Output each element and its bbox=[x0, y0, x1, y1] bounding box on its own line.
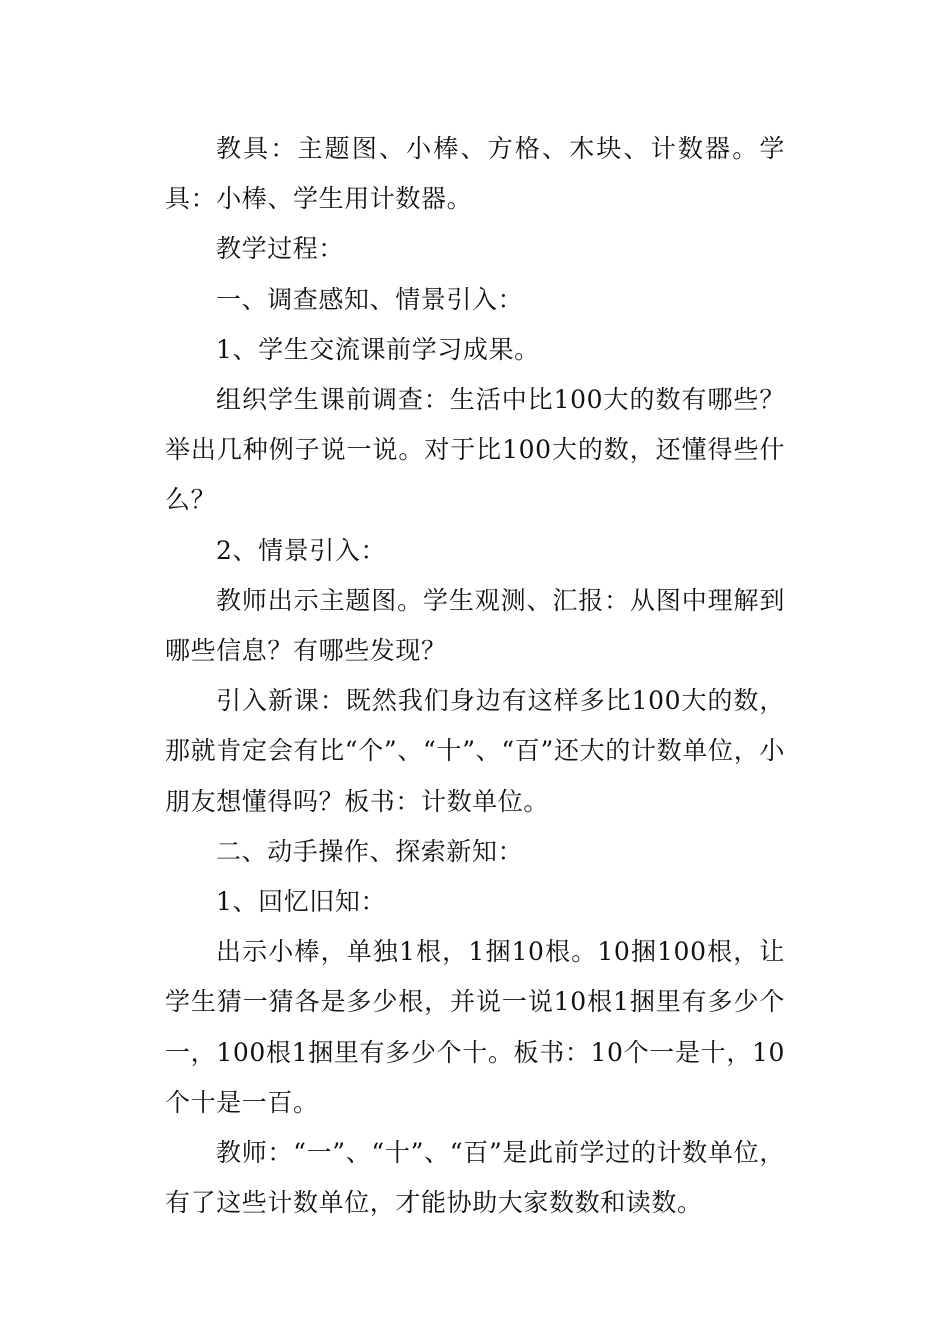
paragraph-survey: 组织学生课前调查：生活中比100大的数有哪些？举出几种例子说一说。对于比100大的数，还懂得些什么？ bbox=[165, 385, 785, 515]
document-body bbox=[165, 124, 785, 1228]
paragraph-section-one-heading: 一、调查感知、情景引入： bbox=[216, 284, 524, 314]
paragraph-new-lesson: 引入新课：既然我们身边有这样多比100大的数，那就肯定会有比“个”、“十”、“百”还大的计数单位，小朋友想懂得吗？板书：计数单位。 bbox=[165, 686, 785, 816]
paragraph-step-1-1: 1、学生交流课前学习成果。 bbox=[216, 334, 540, 364]
paragraph-sticks: 出示小棒，单独1根，1捆10根。10捆100根，让学生猜一猜各是多少根，并说一说10根1捆里有多少个一，100根1捆里有多少个十。板书：10个一是十，10个十是一百。 bbox=[165, 937, 785, 1117]
paragraph-section-two-heading: 二、动手操作、探索新知： bbox=[216, 836, 524, 866]
paragraph-step-1-2: 2、情景引入： bbox=[216, 535, 387, 565]
paragraph-theme-image: 教师出示主题图。学生观测、汇报：从图中理解到哪些信息？有哪些发现？ bbox=[165, 585, 785, 666]
paragraph-step-2-1: 1、回忆旧知： bbox=[216, 887, 387, 917]
paragraph-teacher-note: 教师：“一”、“十”、“百”是此前学过的计数单位，有了这些计数单位，才能协助大家数数和读数。 bbox=[165, 1138, 785, 1218]
paragraph-process-heading: 教学过程： bbox=[216, 234, 345, 264]
paragraph-teaching-aids: 教具：主题图、小棒、方格、木块、计数器。学具：小棒、学生用计数器。 bbox=[165, 134, 785, 214]
